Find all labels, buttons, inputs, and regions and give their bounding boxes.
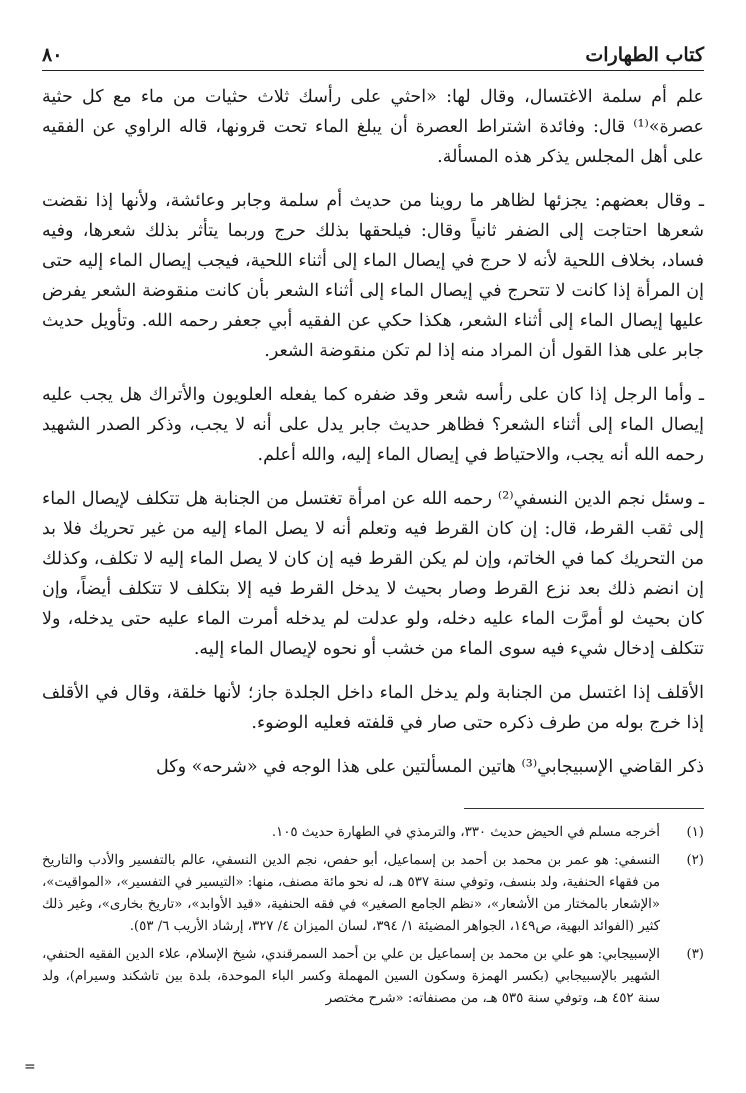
footnotes	[42, 822, 704, 1016]
footnote	[42, 850, 704, 938]
footnote	[42, 822, 704, 844]
page-number: ٨٠	[42, 44, 63, 66]
footnote-number: (٢)	[686, 853, 704, 868]
footnote-text: أخرجه مسلم في الحيض حديث ٣٣٠، والترمذي في الطهارة حديث ١٠٥.	[271, 825, 660, 840]
footnote-text: الإسبيجابي: هو علي بن محمد بن إسماعيل بن علي بن أحمد السمرقندي، شيخ الإسلام، علاء الدين الفقيه الحنفي، الشهير بالإسبيجابي (بكسر الهمزة وسكون السين المهملة وكسر الباء الموحدة، بلدة بين تاشكند وسيرام)، ولد سنة ٤٥٢ هـ، وتوفي سنة ٥٣٥ هـ، من مصنفاته: «شرح مختصر	[42, 947, 660, 1006]
paragraph: ـ وسئل نجم الدين النسفي⁽²⁾ رحمه الله عن امرأة تغتسل من الجنابة هل تتكلف لإيصال الماء إلى ثقب القرط، قال: إن كان القرط فيه وتعلم أنه لا يصل الماء إليه من غير تحريك فلا بد من التحريك كما في الخاتم، وإن لم يكن القرط فيه إن كان لا يصل الماء إليه لا تكلف، وكذلك إن انضم ذلك بعد نزع القرط وصار بحيث لا يدخل القرط فيه إلا بتكلف لا تتكلف أيضاً، وإن كان بحيث لو أمرَّت الماء عليه دخله، ولو عدلت لم يدخله أمرت الماء عليه حتى يدخله، ولا تتكلف إدخال شيء فيه سوى الماء من خشب أو نحوه لإيصال الماء إليه.	[42, 489, 704, 659]
footnote-text: النسفي: هو عمر بن محمد بن أحمد بن إسماعيل، أبو حفص، نجم الدين النسفي، عالم بالتفسير والأدب والتاريخ من فقهاء الحنفية، ولد بنسف، وتوفي سنة ٥٣٧ هـ، له نحو مائة مصنف، منها: «التيسير في التفسير»، «المواقيت»، «الإشعار بالمختار من الأشعار»، «نظم الجامع الصغير» في فقه الحنفية، «قيد الأوابد»، «تاريخ بخارى»، وغير ذلك كثير (الفوائد البهية، ص١٤٩، الجواهر المضيئة ١/ ٣٩٤، لسان الميزان ٤/ ٣٢٧، إرشاد الأريب ٦/ ٥٣).	[42, 853, 660, 934]
footnote-number: (١)	[686, 825, 704, 840]
paragraph: ـ وأما الرجل إذا كان على رأسه شعر وقد ضفره كما يفعله العلويون والأتراك هل يجب عليه إيصال الماء إلى أثناء الشعر؟ فظاهر حديث جابر يدل على أنه لا يجب، وذكر الصدر الشهيد رحمه الله أنه يجب، والاحتياط في إيصال الماء إليه، والله أعلم.	[42, 385, 704, 465]
paragraph: ذكر القاضي الإسبيجابي⁽³⁾ هاتين المسألتين على هذا الوجه في «شرحه» وكل	[156, 757, 704, 777]
main-text	[42, 82, 704, 796]
footnote	[42, 944, 704, 1010]
paragraph: الأقلف إذا اغتسل من الجنابة ولم يدخل الماء داخل الجلدة جاز؛ لأنها خلقة، وقال في الأقلف إذا خرج بوله من طرف ذكره حتى صار في قلفته فعليه الوضوء.	[42, 683, 704, 733]
page-header	[42, 36, 704, 71]
paragraph: ـ وقال بعضهم: يجزئها لظاهر ما روينا من حديث أم سلمة وجابر وعائشة، ولأنها إذا نقضت شعرها احتاجت إلى الضفر ثانياً وقال: فيلحقها بذلك حرج وربما يتأثر بذلك شعرها، وفيه فساد، بخلاف اللحية لأنه لا حرج في إيصال الماء إلى أثناء اللحية، فيجب إيصال الماء إليه حتى إن المرأة إذا كانت لا تتحرج في إيصال الماء إلى أثناء الشعر بأن كانت منقوضة الشعر يفرض عليها إيصال الماء إلى أثناء الشعر، هكذا حكي عن الفقيه أبي جعفر رحمه الله. وتأويل حديث جابر على هذا القول أن المراد منه إذا لم تكن منقوضة الشعر.	[42, 191, 704, 361]
paragraph: علم أم سلمة الاغتسال، وقال لها: «احثي على رأسك ثلاث حثيات من ماء مع كل حثية عصرة»⁽¹⁾ قال: وفائدة اشتراط العصرة أن يبلغ الماء تحت قرونها، قاله الراوي عن الفقيه على أهل المجلس يذكر هذه المسألة.	[42, 87, 705, 167]
footnote-number: (٣)	[686, 947, 704, 962]
running-title: كتاب الطهارات	[585, 44, 704, 66]
footnote-separator	[464, 808, 704, 809]
continuation-mark: =	[24, 1059, 36, 1075]
